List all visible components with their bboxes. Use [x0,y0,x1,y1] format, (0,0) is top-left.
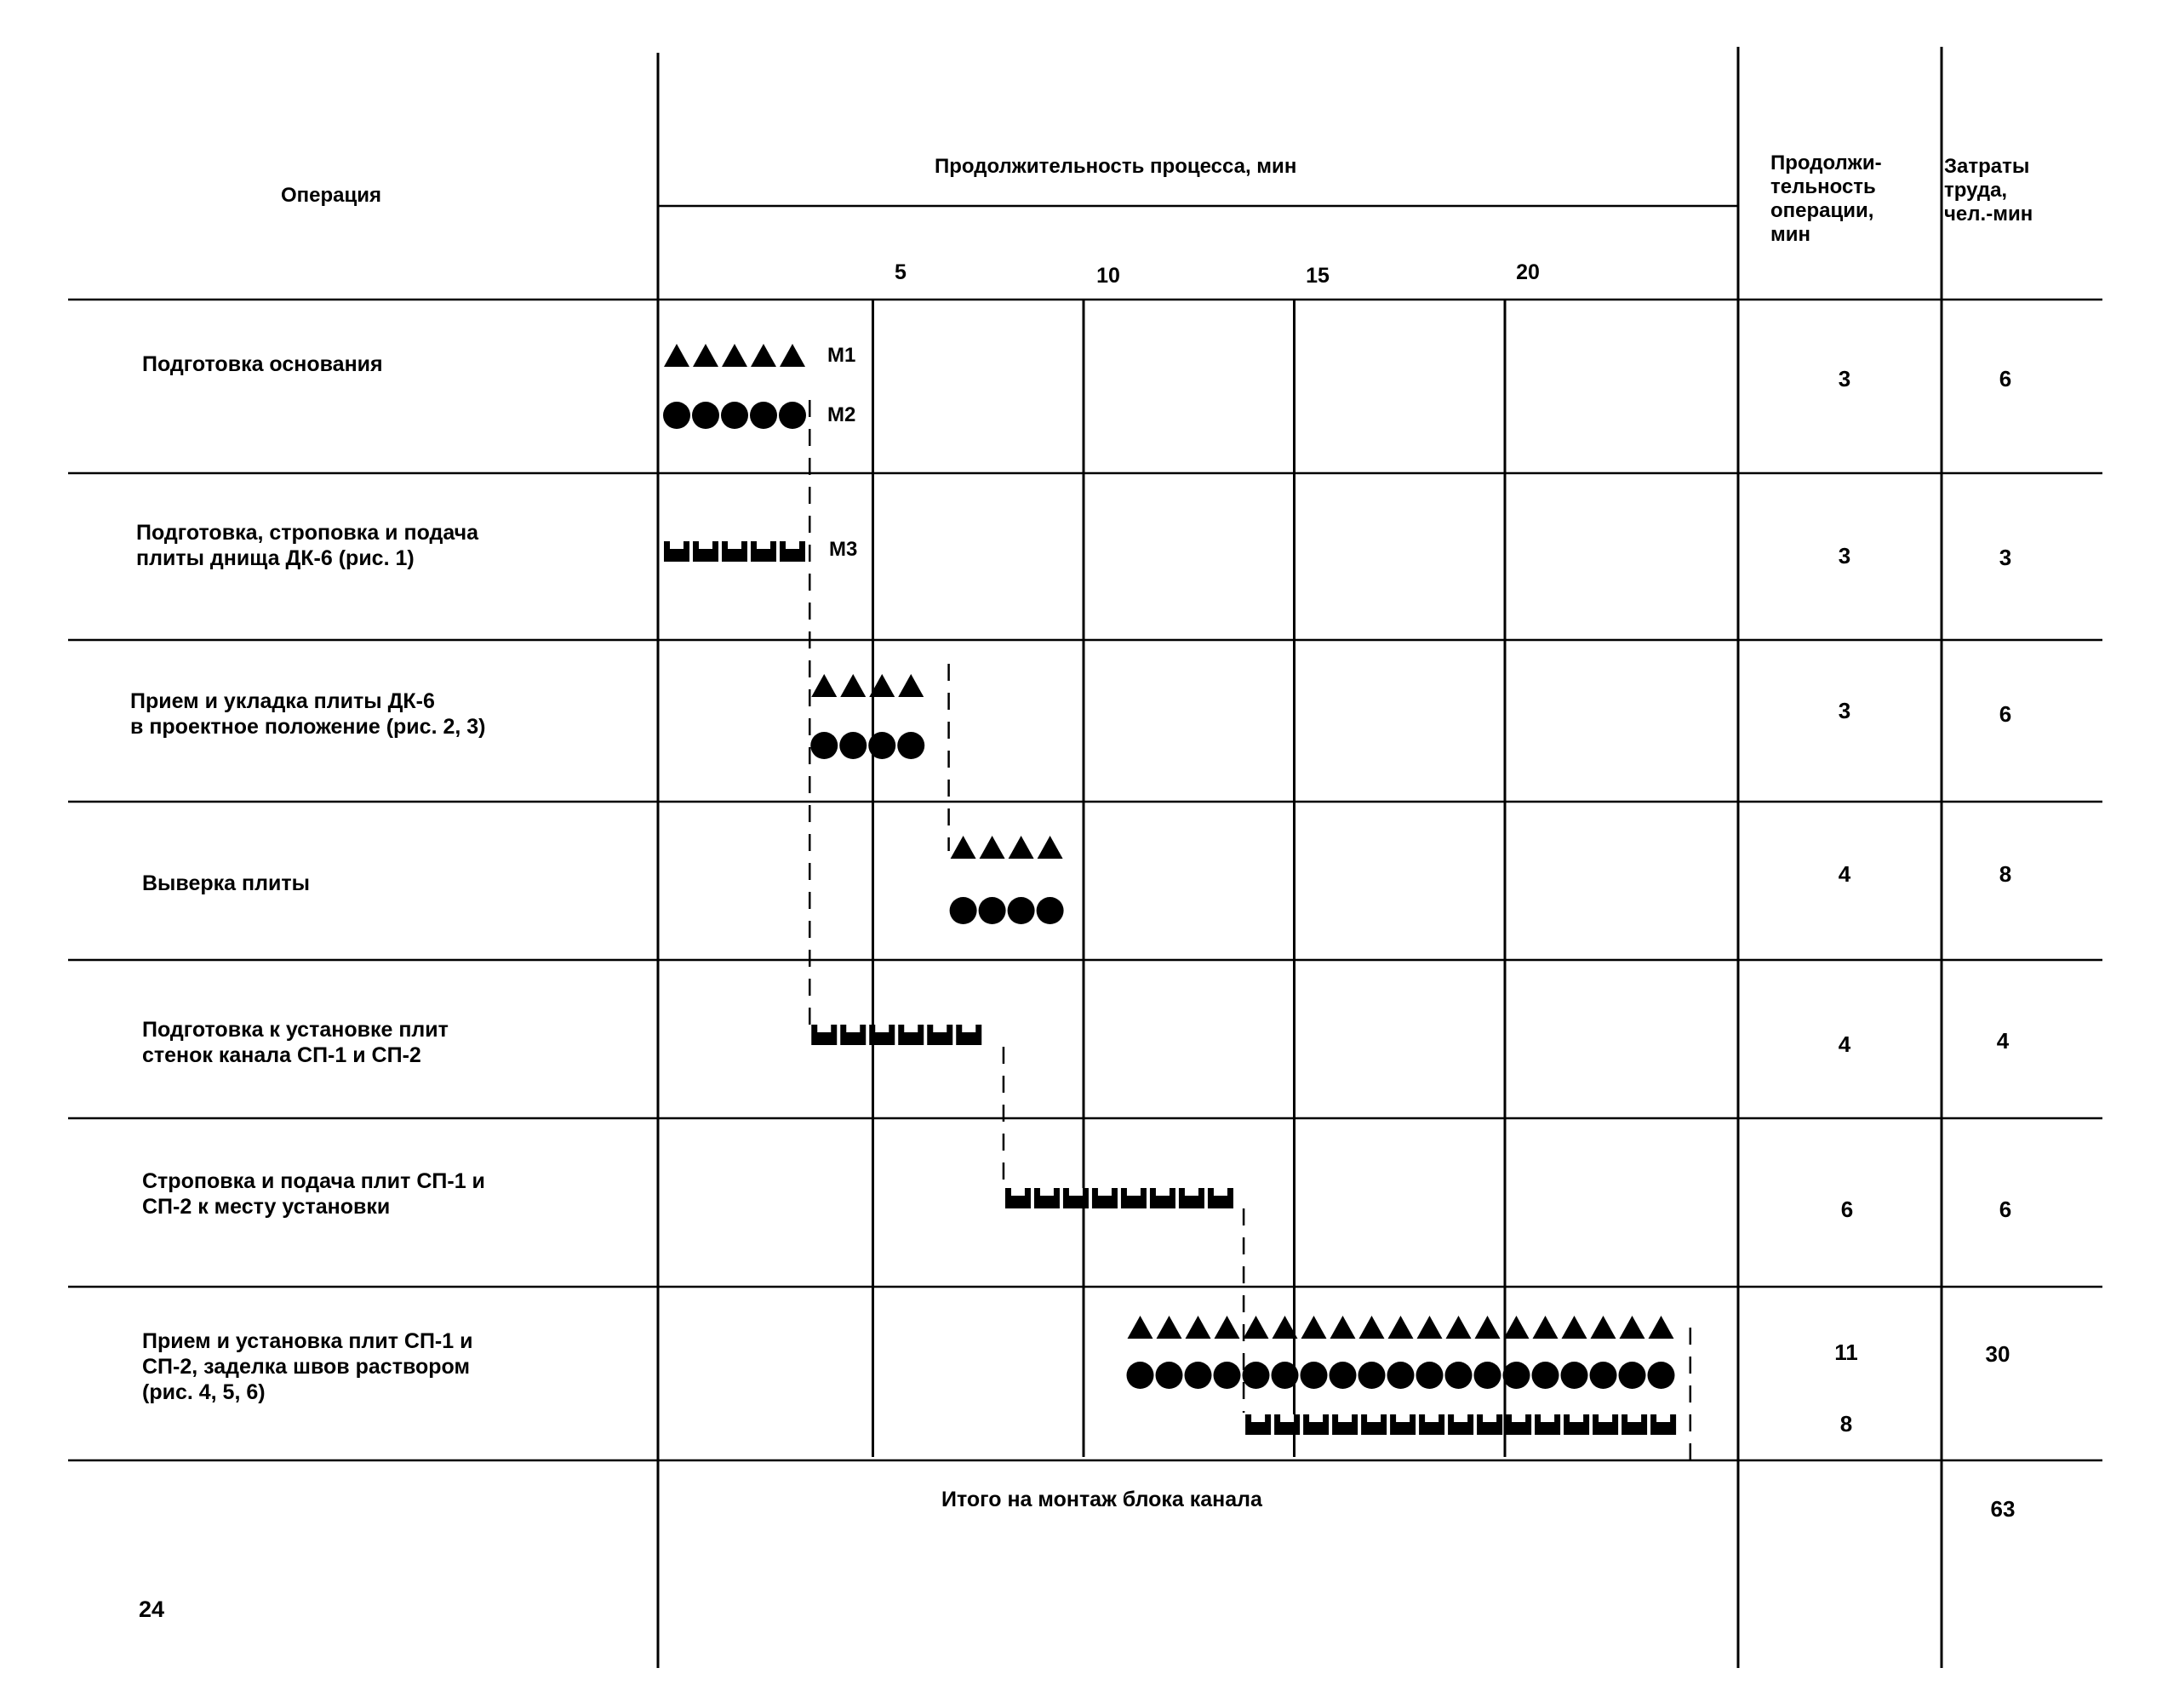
op-7-bar-m1-10 [1388,1316,1414,1339]
header-op-duration-2: тельность [1770,175,1876,198]
op-7-bar-m2-18 [1619,1362,1646,1389]
op-7-bar-m2-9 [1358,1362,1386,1389]
op-1-bar-m2-1 [663,402,690,429]
header-process-duration: Продолжительность процесса, мин [935,155,1297,178]
op-4-bar-m1-4 [1038,836,1063,859]
op-7-bar-m2-11 [1416,1362,1444,1389]
op-6-bar-m3-5 [1121,1188,1147,1208]
operation-2-labor: 3 [1999,545,2012,570]
op-2-bar-m3-3 [722,541,747,562]
op-7-bar-m2-14 [1503,1362,1530,1389]
op-7-bar-m1-14 [1504,1316,1530,1339]
op-5-bar-m3-1 [811,1025,837,1045]
op-7-bar-m3-9 [1477,1414,1502,1435]
op-7-bar-m2-10 [1387,1362,1415,1389]
op-5-bar-m3-6 [956,1025,981,1045]
op-4-bar-m1-2 [980,836,1005,859]
op-7-bar-m2-19 [1648,1362,1675,1389]
operation-3-name-line-2: в проектное положение (рис. 2, 3) [130,715,486,739]
operation-1-duration: 3 [1838,366,1851,391]
op-2-bar-m3-1 [664,541,689,562]
tick-label-10: 10 [1096,264,1120,288]
op-7-bar-m1-12 [1446,1316,1472,1339]
operation-7-name-line-3: (рис. 4, 5, 6) [142,1380,266,1404]
op-3-bar-m2-1 [810,732,838,759]
op-4-bar-m2-4 [1037,897,1064,924]
operation-7-duration: 11 [1834,1340,1858,1365]
op-7-bar-m3-3 [1303,1414,1329,1435]
page-number: 24 [139,1597,165,1622]
op-7-bar-m2-8 [1330,1362,1357,1389]
tick-label-20: 20 [1516,260,1540,284]
header-labor-3: чел.-мин [1944,203,2033,226]
op-5-bar-m3-4 [898,1025,924,1045]
header-labor-2: труда, [1944,179,2008,202]
op-7-bar-m2-16 [1561,1362,1588,1389]
operation-6-name-line-2: СП-2 к месту установки [142,1195,391,1219]
op-1-bar-m2-3 [721,402,748,429]
op-4-bar-m1-3 [1009,836,1034,859]
op-7-bar-m3-1 [1245,1414,1271,1435]
op-7-bar-m2-13 [1474,1362,1501,1389]
operation-2-name-line-2: плиты днища ДК-6 (рис. 1) [136,546,415,570]
op-1-bar-m2-4 [750,402,777,429]
op-7-bar-m1-17 [1591,1316,1616,1339]
op-3-bar-m2-3 [868,732,895,759]
operation-7-labor: 30 [1985,1341,2010,1367]
operation-3-labor: 6 [1999,701,2012,727]
operation-3-name-line-1: Прием и укладка плиты ДК-6 [130,689,435,713]
op-7-bar-m3-4 [1332,1414,1358,1435]
operation-4-labor: 8 [1999,861,2012,887]
op-7-bar-m2-5 [1243,1362,1270,1389]
op-1-bar-m1-5 [780,344,805,367]
op-2-bar-m3-2 [693,541,718,562]
op-7-bar-m3-11 [1535,1414,1560,1435]
op-7-bar-m3-8 [1448,1414,1473,1435]
bar-label-m2: М2 [827,403,856,426]
bar-label-m1: М1 [827,344,856,367]
op-7-bar-m3-15 [1650,1414,1676,1435]
op-1-bar-m2-2 [692,402,719,429]
op-6-bar-m3-4 [1092,1188,1118,1208]
op-7-bar-m1-15 [1533,1316,1559,1339]
op-7-bar-m1-5 [1244,1316,1269,1339]
op-3-bar-m2-2 [839,732,867,759]
op-7-bar-m2-15 [1532,1362,1559,1389]
total-label: Итого на монтаж блока канала [941,1488,1262,1511]
op-7-bar-m1-7 [1301,1316,1327,1339]
op-7-bar-m1-9 [1359,1316,1385,1339]
header-op-duration-3: операции, [1770,199,1874,222]
bar-label-m3: М3 [829,538,858,561]
operation-6-labor: 6 [1999,1197,2012,1222]
operation-4-duration: 4 [1838,861,1851,887]
total-labor: 63 [1990,1496,2016,1522]
header-op-duration-4: мин [1770,223,1811,246]
header-labor-1: Затраты [1944,155,2030,178]
op-4-bar-m2-3 [1008,897,1035,924]
op-7-bar-m2-6 [1272,1362,1299,1389]
operation-5-name-line-2: стенок канала СП-1 и СП-2 [142,1043,421,1067]
op-6-bar-m3-3 [1063,1188,1089,1208]
op-1-bar-m1-2 [693,344,718,367]
op-7-bar-m1-13 [1475,1316,1501,1339]
op-7-bar-m1-16 [1562,1316,1587,1339]
operation-6-name-line-1: Строповка и подача плит СП-1 и [142,1169,485,1193]
op-7-bar-m3-10 [1506,1414,1531,1435]
header-op-duration-1: Продолжи- [1770,151,1882,174]
operation-4-name: Выверка плиты [142,871,310,895]
op-5-bar-m3-5 [927,1025,952,1045]
op-7-bar-m2-3 [1185,1362,1212,1389]
op-7-bar-m2-12 [1445,1362,1473,1389]
op-7-bar-m3-12 [1564,1414,1589,1435]
operation-5-duration: 4 [1838,1031,1851,1057]
op-7-bar-m3-7 [1419,1414,1444,1435]
op-7-bar-m1-4 [1215,1316,1240,1339]
op-1-bar-m1-1 [664,344,689,367]
op-3-bar-m2-4 [897,732,924,759]
tick-label-15: 15 [1306,264,1330,288]
op-7-bar-m2-7 [1301,1362,1328,1389]
op-3-bar-m1-2 [840,674,866,697]
op-7-bar-m2-1 [1127,1362,1154,1389]
op-6-bar-m3-8 [1208,1188,1233,1208]
op-4-bar-m2-2 [979,897,1006,924]
op-7-bar-m1-18 [1620,1316,1645,1339]
op-7-bar-m1-19 [1649,1316,1674,1339]
op-2-bar-m3-4 [751,541,776,562]
op-7-bar-m1-1 [1128,1316,1153,1339]
operation-3-duration: 3 [1838,698,1851,723]
operation-2-duration: 3 [1838,543,1851,568]
operation-2-name-line-1: Подготовка, строповка и подача [136,521,479,545]
op-6-bar-m3-1 [1005,1188,1031,1208]
op-7-bar-m2-4 [1214,1362,1241,1389]
op-2-bar-m3-5 [780,541,805,562]
op-7-bar-m1-8 [1330,1316,1356,1339]
op-7-bar-m3-5 [1361,1414,1387,1435]
op-7-bar-m3-2 [1274,1414,1300,1435]
op-3-bar-m1-4 [898,674,924,697]
tick-label-5: 5 [895,260,907,284]
op-7-bar-m1-2 [1157,1316,1182,1339]
op-4-bar-m1-1 [951,836,976,859]
operation-7-duration-second: 8 [1839,1411,1853,1437]
op-6-bar-m3-2 [1034,1188,1060,1208]
op-7-bar-m3-6 [1390,1414,1416,1435]
op-1-bar-m1-4 [751,344,776,367]
operation-5-name-line-1: Подготовка к установке плит [142,1018,449,1042]
op-7-bar-m3-14 [1622,1414,1647,1435]
op-7-bar-m1-11 [1417,1316,1443,1339]
operation-1-name: Подготовка основания [142,352,383,376]
op-1-bar-m2-5 [779,402,806,429]
op-5-bar-m3-2 [840,1025,866,1045]
op-5-bar-m3-3 [869,1025,895,1045]
operation-6-duration: 6 [1840,1197,1854,1222]
operation-5-labor: 4 [1996,1028,2010,1054]
operation-7-name-line-2: СП-2, заделка швов раствором [142,1355,470,1379]
op-3-bar-m1-1 [811,674,837,697]
op-7-bar-m2-2 [1156,1362,1183,1389]
operation-1-labor: 6 [1999,366,2012,391]
operation-7-name-line-1: Прием и установка плит СП-1 и [142,1329,473,1353]
op-1-bar-m1-3 [722,344,747,367]
op-6-bar-m3-6 [1150,1188,1175,1208]
op-7-bar-m3-13 [1593,1414,1618,1435]
op-7-bar-m2-17 [1590,1362,1617,1389]
header-operation: Операция [281,184,382,207]
op-6-bar-m3-7 [1179,1188,1204,1208]
op-4-bar-m2-1 [950,897,977,924]
op-7-bar-m1-3 [1186,1316,1211,1339]
